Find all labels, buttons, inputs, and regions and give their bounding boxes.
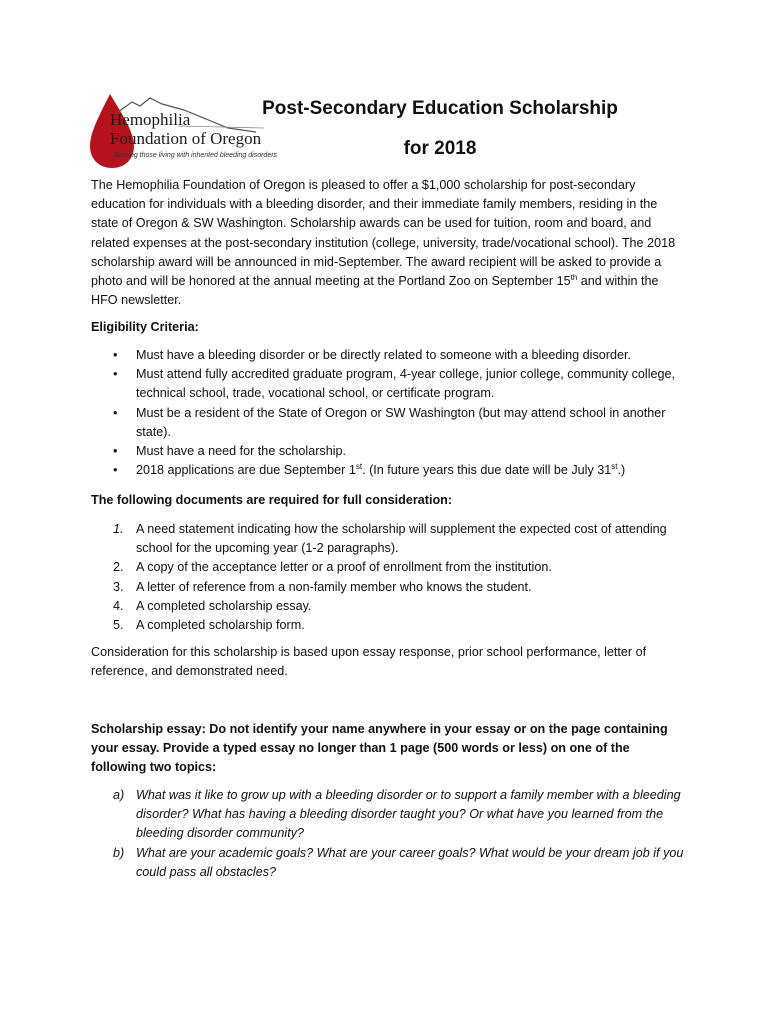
list-item <box>91 461 691 480</box>
bullet: • <box>113 348 118 362</box>
bullet: • <box>113 367 118 382</box>
list-item <box>91 786 691 844</box>
list-number: 2. <box>113 560 124 575</box>
list-item-text: What are your academic goals? What are your career goals? What would be your dream job if you could pass all obstacles? <box>136 845 684 879</box>
list-item <box>91 365 691 403</box>
list-number: 4. <box>113 598 124 613</box>
essay-topics-list <box>91 786 691 882</box>
eligibility-list <box>91 346 691 480</box>
eligibility-heading: Eligibility Criteria: <box>91 320 199 334</box>
hfo-logo <box>88 88 278 170</box>
list-item <box>91 520 691 558</box>
essay-heading: Scholarship essay: Do not identify your name anywhere in your essay or on the page containing your essay. Provide a typed essay no longer than 1 page (500 words or less) on one of the following two topics: <box>91 722 668 775</box>
list-item-text: Must attend fully accredited graduate program, 4-year college, junior college, community college, technical school, trade, vocational school, or certificate program. <box>136 367 676 401</box>
list-item <box>91 404 691 442</box>
list-item <box>91 844 691 882</box>
list-item-text: A need statement indicating how the scholarship will supplement the expected cost of attending school for the upcoming year (1-2 paragraphs). <box>136 522 667 556</box>
list-item-text: A copy of the acceptance letter or a proof of enrollment from the institution. <box>136 560 552 575</box>
documents-heading: The following documents are required for full consideration: <box>91 493 453 507</box>
logo-tagline: Serving those living with inherited bleeding disorders <box>114 152 278 159</box>
list-item <box>91 616 691 635</box>
list-item <box>91 578 691 597</box>
list-letter: a) <box>113 788 125 802</box>
due-date-a: 2018 applications are due September 1 <box>136 463 356 478</box>
list-item-text: A completed scholarship form. <box>136 618 305 633</box>
list-number: 3. <box>113 579 124 594</box>
list-item <box>91 597 691 616</box>
list-item-text: Must be a resident of the State of Oregon or SW Washington (but may attend school in another state). <box>136 405 666 439</box>
list-number: 5. <box>113 618 124 633</box>
due-date-c: .) <box>617 463 626 478</box>
list-item-text: Must have a bleeding disorder or be directly related to someone with a bleeding disorder. <box>136 348 631 362</box>
logo-name-line1: Hemophilia <box>110 110 191 129</box>
page-subtitle-year: for 2018 <box>403 138 477 159</box>
due-date-sup2: st <box>611 462 618 472</box>
list-item <box>91 442 691 461</box>
list-item-text: Must have a need for the scholarship. <box>136 444 347 459</box>
logo-name-line2: Foundation of Oregon <box>110 129 262 148</box>
bullet: • <box>113 463 118 478</box>
page-title: Post-Secondary Education Scholarship <box>262 98 618 119</box>
intro-main: The Hemophilia Foundation of Oregon is pleased to offer a $1,000 scholarship for post-secondary education for individuals with a bleeding disorder, and their immediate family members, residing in the state of Oregon & SW Washington. Scholarship awards can be used for tuition, room and board, and related expenses at the post-secondary institution (college, university, trade/vocational school). The 2018 scholarship award will be announced in mid-September. The award recipient will be asked to provide a photo and will be honored at the annual meeting at the Portland Zoo on September 15 <box>91 178 676 289</box>
documents-list <box>91 520 691 635</box>
due-date-b: . (In future years this due date will be July 31 <box>362 463 612 478</box>
list-item-text: What was it like to grow up with a bleeding disorder or to support a family member with a bleeding disorder? What has having a bleeding disorder taught you? Or what have you learned from the bleeding disorder community? <box>136 788 681 841</box>
list-item <box>91 346 691 365</box>
consideration-paragraph: Consideration for this scholarship is based upon essay response, prior school performance, letter of reference, and demonstrated need. <box>91 645 647 679</box>
intro-sup: th <box>570 272 578 282</box>
due-date-sup1: st <box>355 462 363 472</box>
list-letter: b) <box>113 845 125 860</box>
bullet: • <box>113 444 118 459</box>
list-number: 1. <box>113 522 124 536</box>
list-item-text: A letter of reference from a non-family member who knows the student. <box>136 579 532 594</box>
intro-paragraph <box>91 176 687 310</box>
intro-end: and within the HFO newsletter. <box>91 274 659 308</box>
list-item <box>91 558 691 577</box>
list-item-text: A completed scholarship essay. <box>136 598 312 613</box>
bullet: • <box>113 405 118 420</box>
